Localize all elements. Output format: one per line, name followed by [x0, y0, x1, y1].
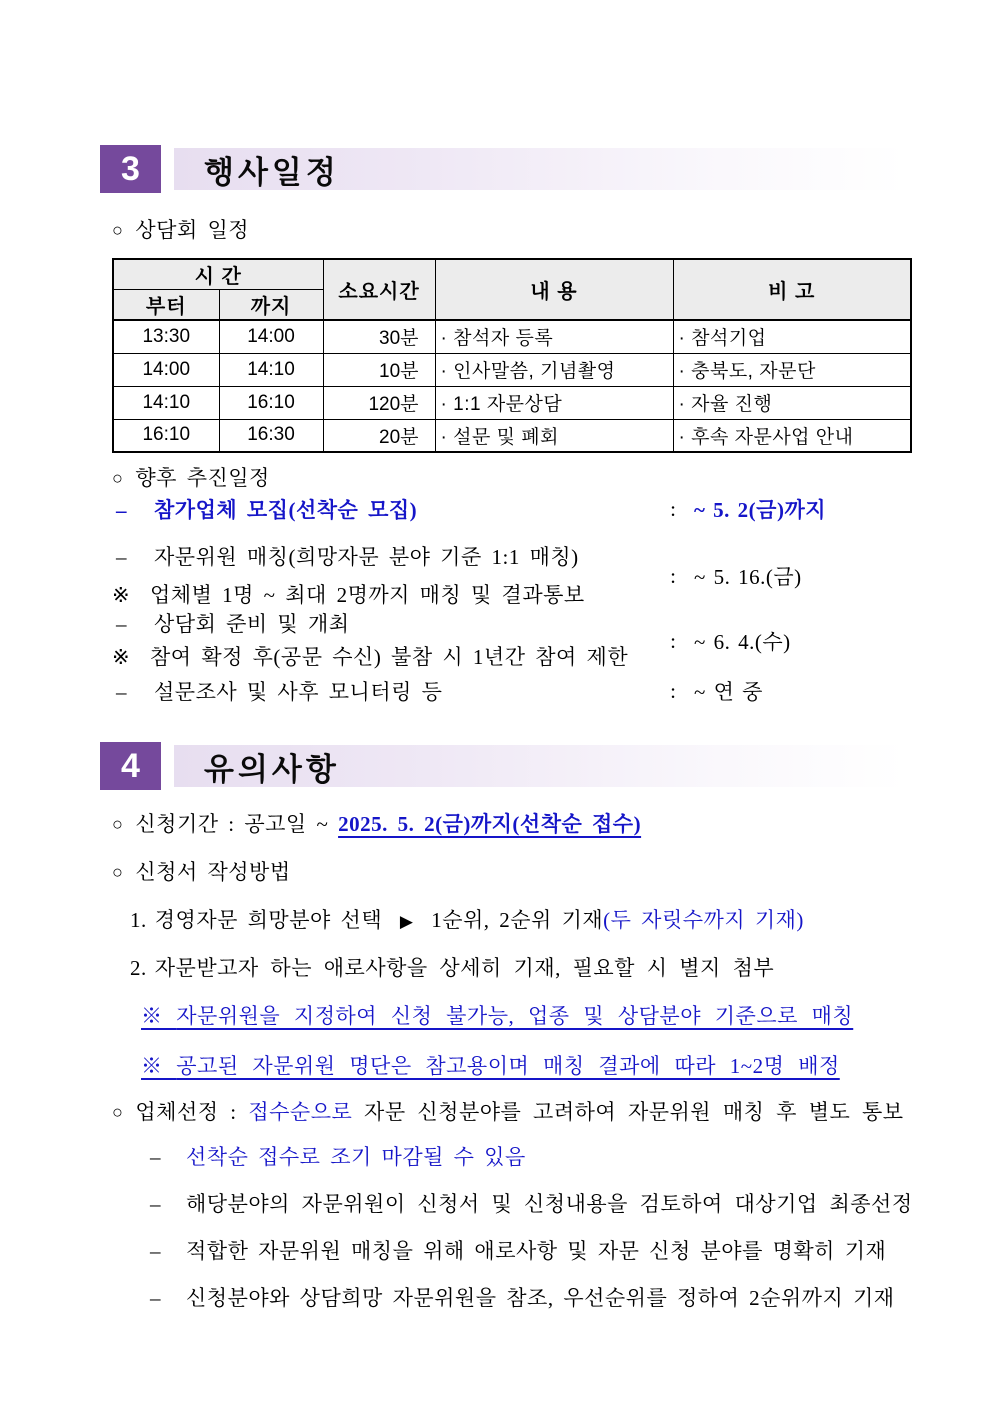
col-header-content: 내 용	[435, 259, 673, 320]
reference-mark: ※	[112, 583, 131, 607]
future-schedule-row	[112, 538, 910, 614]
table-row	[113, 353, 911, 386]
colon-separator: :	[670, 496, 676, 521]
circle-bullet: ○	[112, 468, 124, 488]
cell-duration: 30분	[323, 320, 435, 353]
cell-to: 14:00	[219, 320, 323, 353]
method-step-1	[130, 904, 804, 934]
cell-from: 16:10	[113, 419, 219, 452]
cell-content: · 1:1 자문상담	[435, 386, 673, 419]
cell-content: · 인사말씀, 기념촬영	[435, 353, 673, 386]
cell-remark: · 후속 자문사업 안내	[673, 419, 911, 452]
company-selection-line	[112, 1096, 904, 1126]
schedule-item-note: 업체별 1명 ~ 최대 2명까지 매칭 및 결과통보	[150, 583, 585, 607]
dash-text: 선착순 접수로 조기 마감될 수 있음	[186, 1145, 526, 1169]
section3-title-bar	[174, 148, 906, 190]
dash-bullet: –	[150, 1239, 161, 1263]
dash-text: 신청분야와 상담희망 자문위원을 참조, 우선순위를 정하여 2순위까지 기재	[186, 1286, 895, 1310]
selection-highlight: 접수순으로	[248, 1100, 353, 1124]
section4-header	[100, 742, 906, 790]
circle-bullet: ○	[112, 220, 124, 240]
selection-dash-4	[148, 1282, 895, 1312]
future-schedule-row	[112, 674, 910, 708]
event-schedule-table	[112, 258, 912, 453]
cell-content: · 참석자 등록	[435, 320, 673, 353]
colon-separator: :	[670, 628, 676, 653]
future-schedule-row	[112, 608, 910, 674]
schedule-item-text: 상담회 준비 및 개최	[154, 612, 350, 636]
schedule-item-text: 설문조사 및 사후 모니터링 등	[154, 680, 443, 704]
cell-to: 16:10	[219, 386, 323, 419]
application-method-label: 신청서 작성방법	[135, 860, 291, 884]
selection-rest: 자문 신청분야를 고려하여 자문위원 매칭 후 별도 통보	[364, 1100, 904, 1124]
dash-bullet: –	[116, 545, 127, 569]
table-row	[113, 320, 911, 353]
triangle-arrow-icon: ▶	[399, 912, 414, 931]
circle-bullet: ○	[112, 862, 124, 882]
colon-separator: :	[670, 678, 676, 703]
section3-number-badge: 3	[100, 145, 161, 193]
section4-number-badge: 4	[100, 742, 161, 790]
col-header-time: 시 간	[113, 259, 323, 290]
step-number: 1.	[130, 908, 147, 932]
application-period-label: 신청기간 : 공고일 ~	[135, 812, 329, 836]
schedule-item-text: 참가업체 모집(선착순 모집)	[154, 498, 418, 522]
reference-note-text: 자문위원을 지정하여 신청 불가능, 업종 및 상담분야 기준으로 매칭	[176, 1004, 854, 1028]
dash-bullet: –	[150, 1192, 161, 1216]
schedule-item-date: ~ 5. 2(금)까지	[694, 498, 827, 522]
selection-dash-1	[148, 1141, 526, 1171]
schedule-item-date: ~ 6. 4.(수)	[694, 630, 791, 654]
cell-from: 14:00	[113, 353, 219, 386]
dash-bullet: –	[116, 612, 127, 636]
method-step-2	[130, 952, 774, 982]
dash-text: 적합한 자문위원 매칭을 위해 애로사항 및 자문 신청 분야를 명확히 기재	[186, 1239, 887, 1263]
cell-duration: 20분	[323, 419, 435, 452]
selection-dash-3	[148, 1235, 886, 1265]
step-text: 경영자문 희망분야 선택	[154, 908, 383, 932]
dash-bullet: –	[116, 498, 127, 522]
section3-title: 행사일정	[204, 154, 340, 190]
selection-dash-2	[148, 1188, 913, 1218]
future-schedule-heading	[112, 462, 270, 492]
application-period-line	[112, 808, 641, 838]
circle-bullet: ○	[112, 814, 124, 834]
step-text: 자문받고자 하는 애로사항을 상세히 기재, 필요할 시 별지 첨부	[154, 956, 775, 980]
cell-remark: · 자율 진행	[673, 386, 911, 419]
cell-duration: 10분	[323, 353, 435, 386]
table-row	[113, 419, 911, 452]
cell-from: 14:10	[113, 386, 219, 419]
reference-mark: ※	[112, 645, 131, 669]
cell-content: · 설문 및 폐회	[435, 419, 673, 452]
cell-remark: · 충북도, 자문단	[673, 353, 911, 386]
dash-bullet: –	[150, 1145, 161, 1169]
future-schedule-row	[112, 492, 910, 526]
dash-bullet: –	[150, 1286, 161, 1310]
dash-bullet: –	[116, 680, 127, 704]
col-header-to: 까지	[219, 290, 323, 321]
section4-title-bar	[174, 745, 906, 787]
colon-separator: :	[670, 563, 676, 588]
cell-remark: · 참석기업	[673, 320, 911, 353]
table-row	[113, 386, 911, 419]
reference-note-1	[141, 1000, 853, 1030]
step-text-2: 1순위, 2순위 기재	[431, 908, 604, 932]
counsel-schedule-label: 상담회 일정	[135, 218, 250, 242]
application-deadline: 2025. 5. 2(금)까지(선착순 접수)	[338, 812, 642, 836]
schedule-item-date: ~ 연 중	[694, 680, 763, 704]
section3-header	[100, 145, 906, 193]
reference-mark: ※	[141, 1004, 163, 1028]
dash-text: 해당분야의 자문위원이 신청서 및 신청내용을 검토하여 대상기업 최종선정	[186, 1192, 913, 1216]
step-number: 2.	[130, 956, 147, 980]
application-method-line	[112, 856, 291, 886]
cell-to: 16:30	[219, 419, 323, 452]
counsel-schedule-heading	[112, 214, 249, 244]
step-note: (두 자릿수까지 기재)	[603, 908, 804, 932]
schedule-item-text: 자문위원 매칭(희망자문 분야 기준 1:1 매칭)	[154, 545, 579, 569]
circle-bullet: ○	[112, 1102, 124, 1122]
cell-duration: 120분	[323, 386, 435, 419]
schedule-item-date: ~ 5. 16.(금)	[694, 565, 802, 589]
col-header-from: 부터	[113, 290, 219, 321]
col-header-duration: 소요시간	[323, 259, 435, 320]
reference-mark: ※	[141, 1054, 163, 1078]
reference-note-text: 공고된 자문위원 명단은 참고용이며 매칭 결과에 따라 1~2명 배정	[176, 1054, 840, 1078]
reference-note-2	[141, 1050, 840, 1080]
schedule-item-note: 참여 확정 후(공문 수신) 불참 시 1년간 참여 제한	[150, 645, 629, 669]
section4-title: 유의사항	[204, 751, 340, 787]
col-header-remark: 비 고	[673, 259, 911, 320]
cell-to: 14:10	[219, 353, 323, 386]
selection-label: 업체선정 :	[135, 1100, 237, 1124]
future-schedule-label: 향후 추진일정	[135, 466, 270, 490]
cell-from: 13:30	[113, 320, 219, 353]
